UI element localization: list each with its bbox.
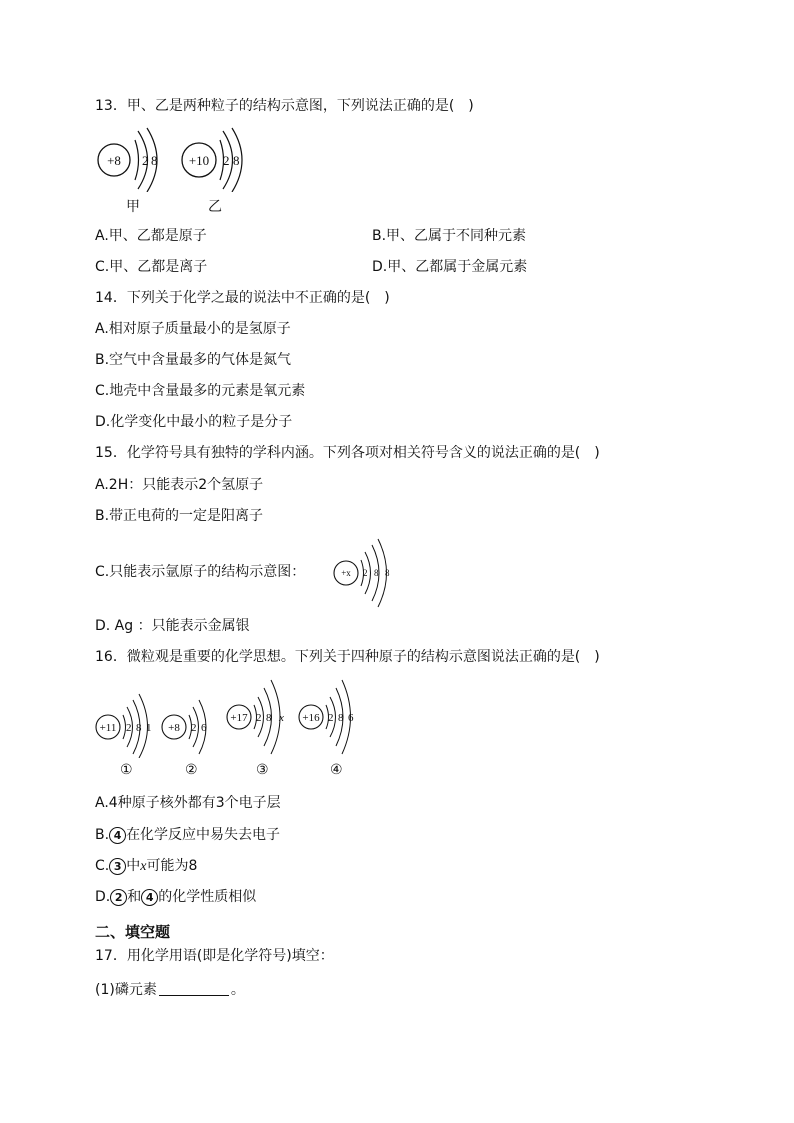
circled-2: 2 xyxy=(110,889,127,906)
circled-3: 3 xyxy=(109,858,126,875)
q13-stem: 13．甲、乙是两种粒子的结构示意图，下列说法正确的是( ) xyxy=(95,98,474,114)
q14-option-d[interactable]: D.化学变化中最小的粒子是分子 xyxy=(95,414,293,430)
q16-option-d[interactable]: D. 2 和 4 的化学性质相似 xyxy=(95,889,257,905)
svg-text:6: 6 xyxy=(201,722,207,734)
q14-option-c[interactable]: C.地壳中含量最多的元素是氧元素 xyxy=(95,383,306,399)
yi-shell-1: 2 xyxy=(223,153,230,168)
q17-item-1: (1)磷元素 。 xyxy=(95,982,245,998)
q13-structure-diagram xyxy=(95,126,265,192)
q13-option-c[interactable]: C.甲、乙都是离子 xyxy=(95,259,208,275)
q15-shell-1: 2 xyxy=(363,568,368,578)
q16-diagram-3 xyxy=(227,680,284,754)
svg-text:2: 2 xyxy=(191,722,197,734)
q13-option-b[interactable]: B.甲、乙属于不同种元素 xyxy=(372,228,527,244)
yi-diagram xyxy=(182,128,242,192)
svg-text:+16: +16 xyxy=(302,712,320,724)
q16-label-3: ③ xyxy=(256,763,269,778)
q14-option-b[interactable]: B.空气中含量最多的气体是氮气 xyxy=(95,352,292,368)
svg-text:6: 6 xyxy=(348,712,354,724)
q14-stem: 14．下列关于化学之最的说法中不正确的是( ) xyxy=(95,290,390,306)
q15-option-c[interactable]: C.只能表示氩原子的结构示意图： xyxy=(95,564,306,580)
q15-option-b[interactable]: B.带正电荷的一定是阳离子 xyxy=(95,508,264,524)
q16-structure-diagrams xyxy=(95,678,365,758)
jia-shell-2: 8 xyxy=(151,153,158,168)
q13-option-a[interactable]: A.甲、乙都是原子 xyxy=(95,228,207,244)
q15-nucleus: +x xyxy=(341,568,351,578)
q16-diagram-1 xyxy=(96,694,152,758)
jia-nucleus: +8 xyxy=(107,153,121,168)
q16-stem: 16．微粒观是重要的化学思想。下列关于四种原子的结构示意图说法正确的是( ) xyxy=(95,649,600,665)
svg-text:1: 1 xyxy=(146,722,152,734)
q16-label-1: ① xyxy=(120,763,133,778)
jia-shell-1: 2 xyxy=(142,153,149,168)
q16-diagram-4 xyxy=(299,680,354,754)
svg-text:8: 8 xyxy=(338,712,344,724)
q14-option-a[interactable]: A.相对原子质量最小的是氢原子 xyxy=(95,321,291,337)
svg-text:+17: +17 xyxy=(230,712,248,724)
q15-shell-3: 8 xyxy=(385,568,390,578)
q16-label-4: ④ xyxy=(330,763,343,778)
jia-diagram xyxy=(98,128,158,192)
svg-text:2: 2 xyxy=(256,712,262,724)
svg-text:x: x xyxy=(279,712,284,724)
yi-nucleus: +10 xyxy=(188,153,210,168)
q17-stem: 17．用化学用语(即是化学符号)填空： xyxy=(95,948,334,964)
svg-text:2: 2 xyxy=(328,712,334,724)
answer-blank[interactable] xyxy=(159,981,229,996)
q15-option-d[interactable]: D. Ag ：只能表示金属银 xyxy=(95,618,250,634)
q16-option-c[interactable]: C. 3 中x可能为8 xyxy=(95,858,198,874)
q13-option-d[interactable]: D.甲、乙都属于金属元素 xyxy=(372,259,528,275)
q16-option-b[interactable]: B. 4 在化学反应中易失去电子 xyxy=(95,827,281,843)
section-title: 二、填空题 xyxy=(95,923,171,941)
circled-4: 4 xyxy=(109,827,126,844)
q15-shell-2: 8 xyxy=(374,568,379,578)
q15-stem: 15．化学符号具有独特的学科内涵。下列各项对相关符号含义的说法正确的是( ) xyxy=(95,445,600,461)
q16-option-a[interactable]: A.4种原子核外都有3个电子层 xyxy=(95,795,281,811)
svg-text:8: 8 xyxy=(136,722,142,734)
svg-text:+8: +8 xyxy=(168,722,180,734)
svg-text:8: 8 xyxy=(266,712,272,724)
yi-shell-2: 8 xyxy=(233,153,240,168)
q16-diagram-2 xyxy=(162,700,207,754)
q15-option-a[interactable]: A.2H：只能表示2个氢原子 xyxy=(95,477,264,493)
q15-argon-diagram xyxy=(332,538,398,608)
svg-text:+11: +11 xyxy=(99,722,117,734)
yi-label: 乙 xyxy=(208,200,222,215)
svg-text:2: 2 xyxy=(126,722,132,734)
circled-4: 4 xyxy=(141,889,158,906)
q16-label-2: ② xyxy=(185,763,198,778)
jia-label: 甲 xyxy=(126,200,140,215)
